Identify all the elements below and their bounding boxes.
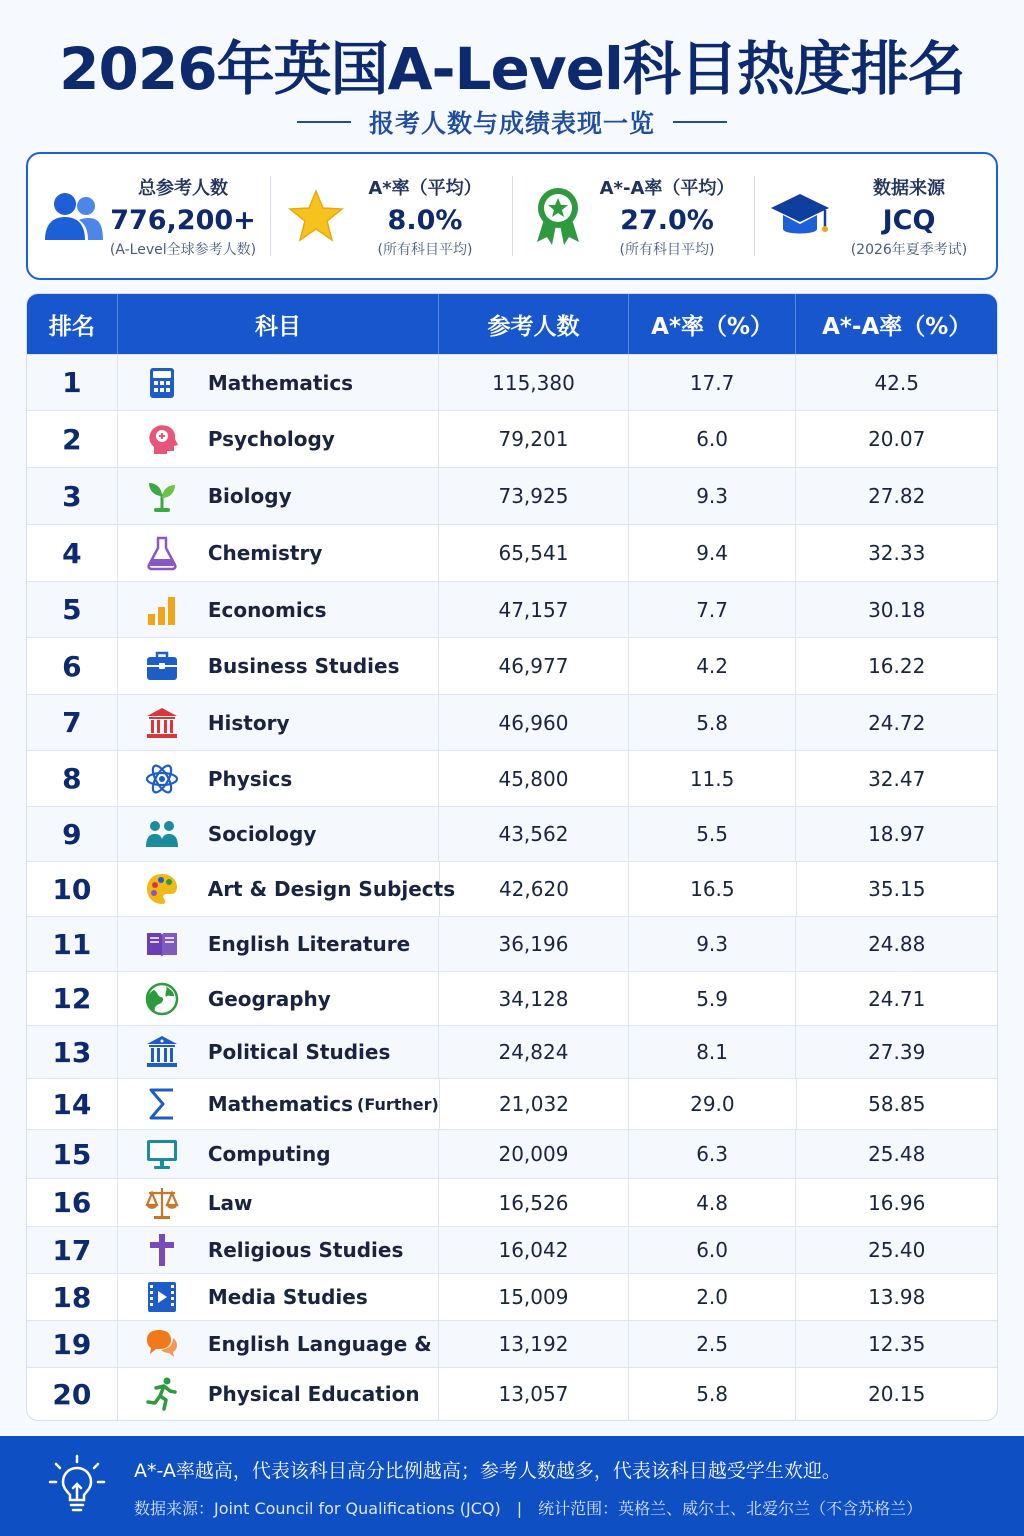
astar-a-rate-cell: 24.72 [868, 710, 926, 735]
film-icon [142, 1277, 182, 1317]
table-row [27, 1367, 997, 1420]
summary-stats-panel [26, 152, 998, 280]
astar-a-rate-cell: 24.88 [868, 932, 926, 956]
subject-name: Law [207, 1190, 253, 1215]
candidates-cell: 34,128 [439, 972, 629, 1025]
stat-value: 27.0% [620, 204, 714, 236]
table-row [27, 637, 997, 694]
astar-a-rate-cell: 25.40 [868, 1238, 926, 1262]
page-subtitle: 报考人数与成绩表现一览 [368, 109, 655, 138]
astar-a-rate-cell: 16.96 [868, 1190, 926, 1215]
candidates-cell: 65,541 [439, 525, 629, 581]
subject-name: Sociology [207, 822, 317, 846]
table-row [27, 1273, 997, 1320]
subject-name: History [207, 710, 290, 735]
table-body [27, 354, 997, 1420]
subject-cell [118, 917, 439, 971]
table-row [27, 1178, 997, 1226]
subject-cell [118, 862, 456, 916]
candidates-cell: 16,042 [439, 1227, 629, 1273]
stat-value: 8.0% [387, 204, 463, 236]
subject-cell [118, 1026, 439, 1078]
subject-name: Business Studies [207, 654, 400, 678]
table-row [27, 410, 997, 467]
astar-a-rate-cell: 16.22 [868, 654, 926, 678]
stat-label: 总参考人数 [138, 177, 228, 199]
header-rank: 排名 [27, 294, 118, 354]
subject-cell [118, 582, 439, 637]
rank-cell: 8 [27, 751, 118, 806]
subject-cell [118, 468, 439, 524]
stat-label: A*-A率（平均） [599, 177, 735, 199]
rank-cell: 1 [27, 355, 118, 410]
rank-cell: 5 [27, 582, 118, 637]
astar-rate-cell: 4.8 [629, 1179, 797, 1226]
subtitle-row [0, 104, 1024, 140]
astar-a-rate-cell: 30.18 [868, 597, 926, 622]
astar-a-rate-cell: 25.48 [868, 1142, 926, 1166]
briefcase-icon [142, 646, 182, 686]
subject-cell [118, 695, 439, 750]
subject-suffix: (Further) [357, 1094, 439, 1114]
table-row [27, 1025, 997, 1078]
candidates-cell: 13,057 [439, 1368, 629, 1420]
subject-name: Computing [207, 1142, 331, 1166]
astar-rate-cell: 6.0 [629, 1227, 797, 1273]
subject-name: Mathematics [207, 370, 354, 395]
header-candidates: 参考人数 [439, 294, 629, 354]
stat-astar-rate [270, 154, 512, 278]
subject-cell [118, 1274, 439, 1320]
header-subject: 科目 [118, 294, 439, 354]
candidates-cell: 15,009 [439, 1274, 629, 1320]
astar-rate-cell: 17.7 [629, 355, 797, 410]
rank-cell: 19 [27, 1321, 118, 1367]
open-book-icon [142, 924, 182, 964]
globe-icon [142, 979, 182, 1019]
candidates-cell: 73,925 [439, 468, 629, 524]
subject-name: Geography [207, 986, 331, 1011]
speech-bubbles-icon [142, 1324, 182, 1364]
stat-label: 数据来源 [873, 177, 945, 199]
table-row [27, 806, 997, 861]
subject-name: Political Studies [207, 1040, 391, 1064]
astar-rate-cell: 7.7 [629, 582, 797, 637]
astar-a-rate-cell: 18.97 [868, 822, 926, 846]
candidates-cell: 21,032 [440, 1079, 629, 1129]
government-building-icon [142, 1032, 182, 1072]
stat-note: (所有科目平均) [377, 241, 473, 258]
candidates-cell: 36,196 [439, 917, 629, 971]
subject-name: English Literature [207, 932, 411, 956]
astar-rate-cell: 16.5 [629, 862, 796, 916]
candidates-cell: 43,562 [439, 807, 629, 861]
candidates-cell: 115,380 [439, 355, 629, 410]
astar-rate-cell: 9.4 [629, 525, 797, 581]
lightbulb-icon [48, 1454, 106, 1518]
stat-note: (A-Level全球参考人数) [109, 241, 257, 258]
astar-rate-cell: 4.2 [629, 638, 797, 694]
monitor-icon [142, 1134, 182, 1174]
table-row [27, 581, 997, 637]
astar-a-rate-cell: 32.47 [868, 766, 926, 791]
award-ribbon-icon [524, 182, 592, 250]
subject-cell [118, 1130, 439, 1178]
astar-a-rate-cell: 24.71 [868, 986, 926, 1011]
candidates-cell: 45,800 [439, 751, 629, 806]
rank-cell: 20 [27, 1368, 118, 1420]
astar-a-rate-cell: 13.98 [868, 1285, 926, 1309]
astar-rate-cell: 9.3 [629, 468, 797, 524]
header-astar-a-rate: A*-A率（%） [822, 313, 972, 340]
astar-a-rate-cell: 42.5 [874, 370, 919, 395]
group-icon [142, 814, 182, 854]
astar-rate-cell: 29.0 [629, 1079, 796, 1129]
astar-rate-cell: 5.5 [629, 807, 797, 861]
subject-cell [118, 751, 439, 806]
rank-cell: 18 [27, 1274, 118, 1320]
stat-note: (所有科目平均) [619, 241, 715, 258]
stat-value: JCQ [882, 204, 936, 236]
astar-rate-cell: 5.9 [629, 972, 797, 1025]
rank-cell: 9 [27, 807, 118, 861]
candidates-cell: 20,009 [439, 1130, 629, 1178]
subject-cell [118, 638, 439, 694]
candidates-cell: 79,201 [439, 411, 629, 467]
astar-a-rate-cell: 20.07 [868, 427, 926, 451]
table-row [27, 1078, 997, 1129]
footer-banner [0, 1436, 1024, 1536]
museum-icon [142, 703, 182, 743]
subtitle-divider-right [673, 121, 727, 123]
subject-name: Mathematics [207, 1092, 353, 1116]
footer-source: 数据来源：Joint Council for Qualifications (JCQ) | 统计范围：英格兰、威尔士、北爱尔兰（不含苏格兰） [134, 1499, 923, 1518]
rank-cell: 11 [27, 917, 118, 971]
table-row [27, 467, 997, 524]
astar-rate-cell: 11.5 [629, 751, 797, 806]
table-header [27, 294, 997, 354]
cross-icon [142, 1230, 182, 1270]
rank-cell: 7 [27, 695, 118, 750]
subject-cell [118, 1079, 440, 1129]
candidates-cell: 16,526 [439, 1179, 629, 1226]
astar-rate-cell: 5.8 [629, 695, 797, 750]
rank-cell: 16 [27, 1179, 118, 1226]
subtitle-divider-left [297, 121, 351, 123]
candidates-cell: 24,824 [439, 1026, 629, 1078]
subject-cell [118, 807, 439, 861]
subject-cell [118, 1368, 439, 1420]
candidates-cell: 42,620 [440, 862, 629, 916]
astar-rate-cell: 2.5 [629, 1321, 797, 1367]
astar-rate-cell: 6.0 [629, 411, 797, 467]
astar-a-rate-cell: 32.33 [868, 541, 926, 565]
astar-a-rate-cell: 58.85 [868, 1092, 926, 1116]
star-icon [282, 182, 350, 250]
table-row [27, 1320, 997, 1367]
subject-cell [118, 1321, 439, 1367]
astar-a-rate-cell: 12.35 [868, 1332, 926, 1356]
table-row [27, 916, 997, 971]
subject-cell [118, 411, 439, 467]
subject-name: Physics [207, 766, 293, 791]
table-row [27, 1129, 997, 1178]
candidates-cell: 46,977 [439, 638, 629, 694]
subject-cell [118, 355, 439, 410]
subject-name: Physical Education [207, 1382, 420, 1406]
astar-rate-cell: 6.3 [629, 1130, 797, 1178]
table-row [27, 694, 997, 750]
subject-cell [118, 972, 439, 1025]
subject-cell [118, 1179, 439, 1226]
scales-icon [142, 1183, 182, 1223]
plant-icon [142, 476, 182, 516]
atom-icon [142, 759, 182, 799]
subject-name: Media Studies [207, 1285, 368, 1309]
palette-icon [142, 869, 182, 909]
candidates-cell: 46,960 [439, 695, 629, 750]
rank-cell: 13 [27, 1026, 118, 1078]
rank-cell: 15 [27, 1130, 118, 1178]
astar-rate-cell: 2.0 [629, 1274, 797, 1320]
page-title: 2026年英国A-Level科目热度排名 [59, 35, 965, 103]
subject-name: Religious Studies [207, 1238, 404, 1262]
astar-a-rate-cell: 27.82 [868, 484, 926, 508]
header-astar-rate: A*率（%） [629, 294, 797, 354]
head-brain-icon [142, 419, 182, 459]
table-row [27, 861, 997, 916]
rank-cell: 17 [27, 1227, 118, 1273]
people-icon [40, 182, 108, 250]
bar-chart-icon [142, 590, 182, 630]
subject-name: Art & Design Subjects [207, 877, 456, 901]
rank-cell: 10 [27, 862, 118, 916]
astar-rate-cell: 9.3 [629, 917, 797, 971]
astar-rate-cell: 5.8 [629, 1368, 797, 1420]
rank-cell: 12 [27, 972, 118, 1025]
stat-astar-a-rate [512, 154, 754, 278]
sigma-icon [142, 1084, 182, 1124]
rank-cell: 4 [27, 525, 118, 581]
stat-value: 776,200+ [110, 204, 256, 236]
table-row [27, 1226, 997, 1273]
runner-icon [142, 1374, 182, 1414]
stat-label: A*率（平均） [368, 177, 482, 199]
astar-a-rate-cell: 27.39 [868, 1040, 926, 1064]
table-row [27, 524, 997, 581]
stat-data-source [754, 154, 996, 278]
rank-cell: 2 [27, 411, 118, 467]
table-row [27, 354, 997, 410]
subject-name: Chemistry [207, 541, 323, 565]
subject-name: Economics [207, 597, 327, 622]
subject-name: Psychology [207, 427, 335, 451]
stat-total-candidates [28, 154, 270, 278]
rank-cell: 3 [27, 468, 118, 524]
flask-icon [142, 533, 182, 573]
candidates-cell: 47,157 [439, 582, 629, 637]
graduation-cap-icon [766, 182, 834, 250]
candidates-cell: 13,192 [439, 1321, 629, 1367]
calculator-icon [142, 363, 182, 403]
subject-name: Biology [207, 484, 292, 508]
astar-rate-cell: 8.1 [629, 1026, 797, 1078]
rank-cell: 14 [27, 1079, 118, 1129]
astar-a-rate-cell: 20.15 [868, 1382, 926, 1406]
table-row [27, 750, 997, 806]
table-row [27, 971, 997, 1025]
ranking-table [26, 293, 998, 1421]
subject-cell [118, 525, 439, 581]
footer-note: A*-A率越高，代表该科目高分比例越高；参考人数越多，代表该科目越受学生欢迎。 [134, 1460, 841, 1482]
stat-note: (2026年夏季考试) [850, 241, 968, 258]
astar-a-rate-cell: 35.15 [868, 877, 926, 901]
subject-name: English Language & [207, 1332, 432, 1356]
subject-cell [118, 1227, 439, 1273]
rank-cell: 6 [27, 638, 118, 694]
